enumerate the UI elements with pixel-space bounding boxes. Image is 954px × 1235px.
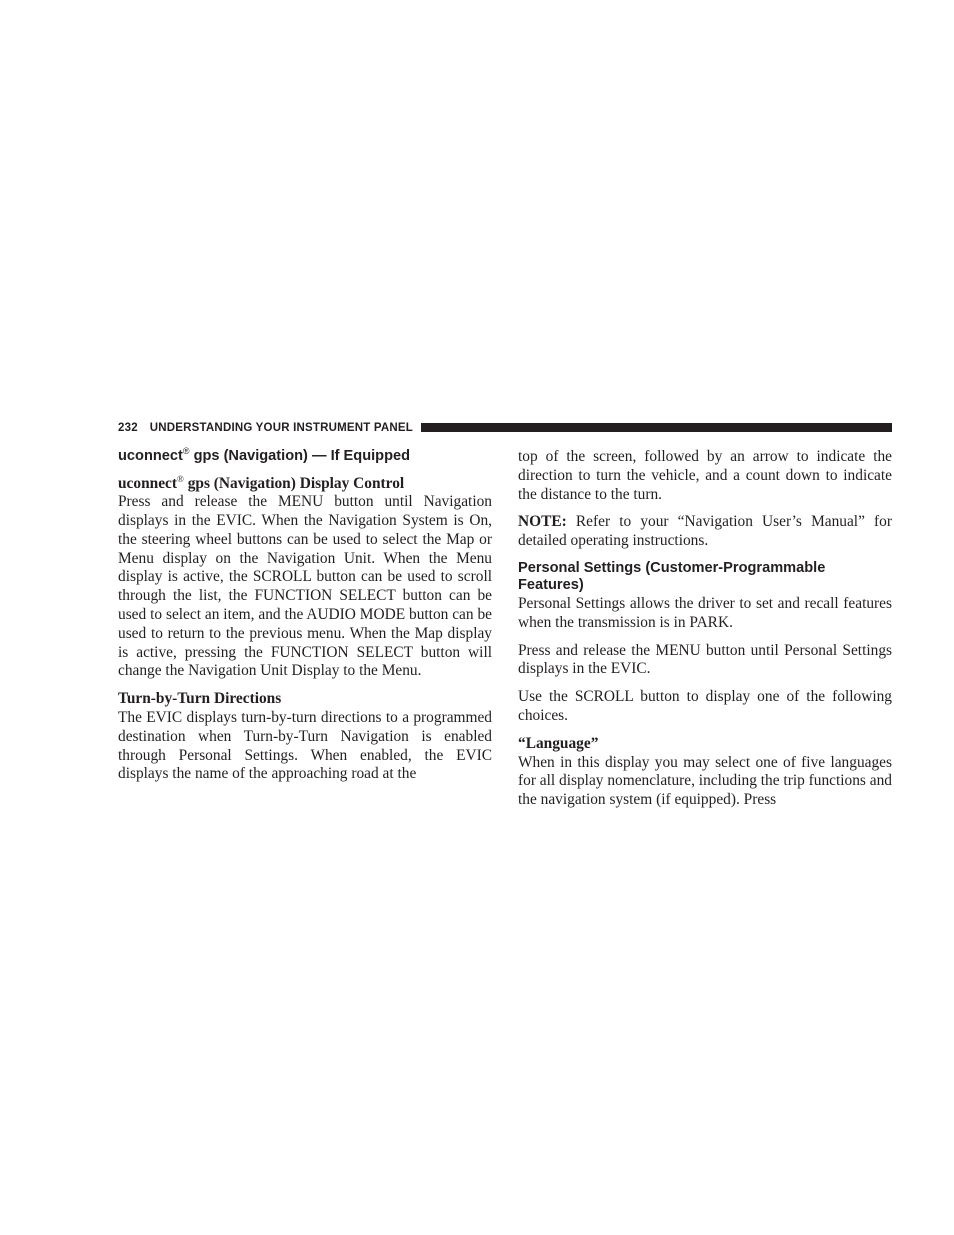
subheading-display-control (118, 475, 492, 494)
running-title: UNDERSTANDING YOUR INSTRUMENT PANEL (149, 421, 413, 434)
left-column (118, 448, 492, 784)
note-paragraph (518, 513, 892, 551)
paragraph-display-control: Press and release the MENU button until Navigation displays in the EVIC. When the Navigation System is On, the steering wheel buttons can be used to select the Map or Menu display on the Navigation Unit. When the Menu display is active, the SCROLL button can be used to scroll through the list, the FUNCTION SELECT button can be used to select an item, and the AUDIO MODE button can be used to return to the previous menu. When the Map display is active, pressing the FUNCTION SELECT button will change the Navigation Unit Display to the Menu. (118, 493, 492, 680)
section-heading-personal-settings: Personal Settings (Customer-Programmable Features) (518, 559, 826, 594)
paragraph-menu-button: Press and release the MENU button until Personal Settings displays in the EVIC. (518, 641, 892, 678)
right-column (518, 448, 892, 810)
registered-mark: ® (177, 473, 184, 484)
heading-brand: uconnect (118, 448, 183, 464)
subheading-rest: gps (Navigation) Display Control (183, 474, 405, 492)
subheading-brand: uconnect (118, 474, 177, 492)
note-label: NOTE: (518, 513, 567, 531)
header-rule (421, 423, 892, 432)
paragraph-turn-by-turn: The EVIC displays turn-by-turn directions to a programmed destination when Turn-by-Turn Navigation is enabled through Personal Settings. When enabled, the EVIC displays the name of the approaching road at the (118, 709, 492, 783)
note-text: Refer to your “Navigation User’s Manual” for detailed operating instructions. (518, 513, 892, 550)
paragraph-scroll-button: Use the SCROLL button to display one of the following choices. (518, 688, 892, 724)
paragraph-personal-settings: Personal Settings allows the driver to set and recall features when the transmission is in PARK. (518, 594, 892, 631)
heading-rest: gps (Navigation) — If Equipped (189, 448, 411, 464)
paragraph-continued: top of the screen, followed by an arrow to indicate the direction to turn the vehicle, and a count down to indicate the distance to the turn. (518, 448, 892, 503)
subheading-turn-by-turn: Turn-by-Turn Directions (118, 690, 282, 708)
page-number: 232 (118, 421, 138, 434)
registered-mark: ® (182, 446, 190, 457)
section-heading-uconnect (118, 448, 492, 466)
subheading-language: “Language” (518, 734, 599, 752)
paragraph-language: When in this display you may select one of five languages for all display nomenclature, including the trip functions and the navigation system (if equipped). Press (518, 753, 892, 809)
running-header (118, 420, 892, 435)
